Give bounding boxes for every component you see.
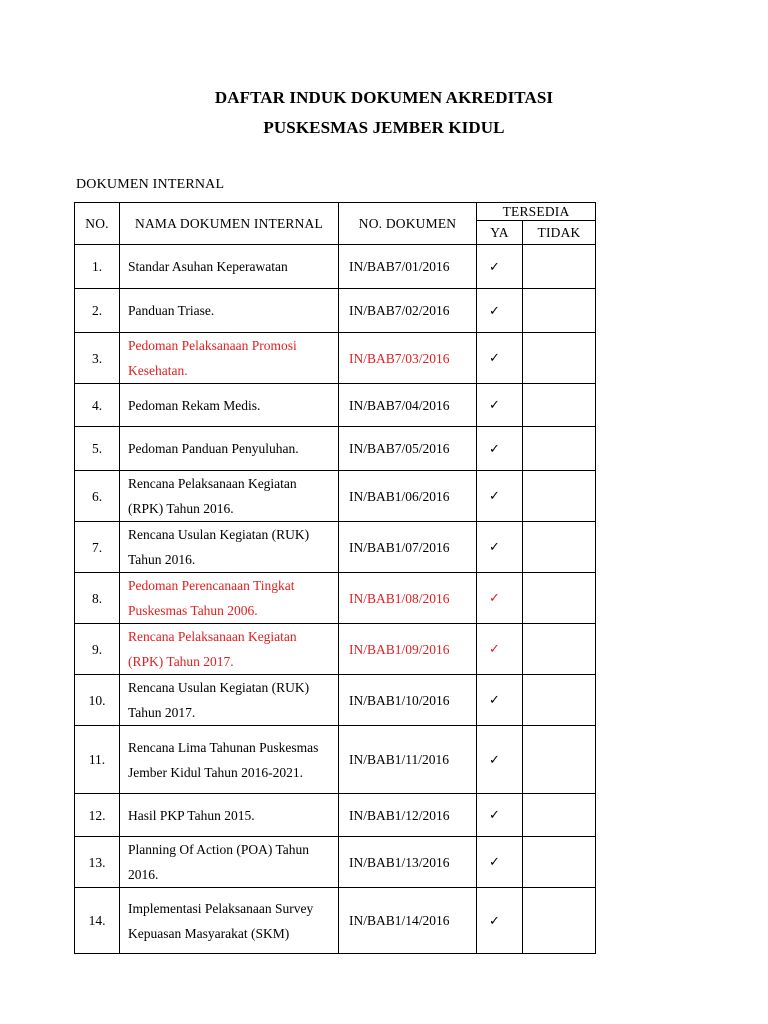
cell-no-dokumen: IN/BAB7/02/2016 [339, 289, 477, 333]
cell-no-dokumen: IN/BAB7/04/2016 [339, 384, 477, 427]
cell-tidak [523, 289, 596, 333]
cell-no: 3. [75, 333, 120, 384]
header-no: NO. [75, 203, 120, 245]
table-row [75, 794, 596, 837]
cell-nama-dokumen: Rencana Pelaksanaan Kegiatan (RPK) Tahun 2016. [120, 471, 339, 522]
cell-tidak [523, 726, 596, 794]
cell-nama-dokumen: Pedoman Pelaksanaan Promosi Kesehatan. [120, 333, 339, 384]
cell-no: 1. [75, 245, 120, 289]
checkmark-icon: ✓ [489, 808, 500, 823]
cell-no: 12. [75, 794, 120, 837]
cell-ya [477, 794, 523, 837]
cell-no-dokumen: IN/BAB7/03/2016 [339, 333, 477, 384]
cell-no-dokumen: IN/BAB7/01/2016 [339, 245, 477, 289]
header-no-dokumen: NO. DOKUMEN [339, 203, 477, 245]
cell-tidak [523, 245, 596, 289]
cell-no: 2. [75, 289, 120, 333]
header-nama-dokumen: NAMA DOKUMEN INTERNAL [120, 203, 339, 245]
document-subtitle: PUSKESMAS JEMBER KIDUL [263, 118, 505, 137]
cell-ya [477, 289, 523, 333]
cell-no: 9. [75, 624, 120, 675]
cell-ya [477, 837, 523, 888]
cell-no-dokumen: IN/BAB1/12/2016 [339, 794, 477, 837]
section-label: DOKUMEN INTERNAL [76, 177, 225, 192]
header-ya: YA [477, 221, 523, 245]
checkmark-icon: ✓ [489, 693, 500, 708]
table-row [75, 837, 596, 888]
header-tersedia: TERSEDIA [477, 203, 596, 221]
cell-no-dokumen: IN/BAB1/07/2016 [339, 522, 477, 573]
cell-nama-dokumen: Standar Asuhan Keperawatan [120, 245, 339, 289]
table-row [75, 675, 596, 726]
cell-ya [477, 245, 523, 289]
cell-no: 10. [75, 675, 120, 726]
checkmark-icon: ✓ [489, 441, 500, 457]
cell-nama-dokumen: Panduan Triase. [120, 289, 339, 333]
table-row [75, 427, 596, 471]
checkmark-icon: ✓ [489, 642, 500, 657]
cell-nama-dokumen: Rencana Pelaksanaan Kegiatan (RPK) Tahun 2017. [120, 624, 339, 675]
checkmark-icon: ✓ [489, 913, 500, 929]
table-row [75, 384, 596, 427]
checkmark-icon: ✓ [489, 303, 500, 319]
cell-ya [477, 384, 523, 427]
cell-no-dokumen: IN/BAB1/14/2016 [339, 888, 477, 954]
table-row [75, 573, 596, 624]
cell-ya [477, 471, 523, 522]
header-tidak: TIDAK [523, 221, 596, 245]
cell-nama-dokumen: Rencana Lima Tahunan Puskesmas Jember Kidul Tahun 2016-2021. [120, 726, 339, 794]
cell-tidak [523, 624, 596, 675]
document-table [74, 202, 596, 954]
checkmark-icon: ✓ [489, 259, 500, 275]
cell-ya [477, 888, 523, 954]
checkmark-icon: ✓ [489, 351, 500, 366]
table-row [75, 245, 596, 289]
cell-nama-dokumen: Pedoman Perencanaan Tingkat Puskesmas Tahun 2006. [120, 573, 339, 624]
cell-nama-dokumen: Rencana Usulan Kegiatan (RUK) Tahun 2016. [120, 522, 339, 573]
cell-nama-dokumen: Rencana Usulan Kegiatan (RUK) Tahun 2017. [120, 675, 339, 726]
cell-no-dokumen: IN/BAB7/05/2016 [339, 427, 477, 471]
cell-tidak [523, 837, 596, 888]
cell-ya [477, 427, 523, 471]
cell-nama-dokumen: Planning Of Action (POA) Tahun 2016. [120, 837, 339, 888]
cell-no: 4. [75, 384, 120, 427]
cell-tidak [523, 427, 596, 471]
table-row [75, 522, 596, 573]
table-row [75, 888, 596, 954]
cell-no-dokumen: IN/BAB1/13/2016 [339, 837, 477, 888]
table-row [75, 471, 596, 522]
table-row [75, 624, 596, 675]
document-title: DAFTAR INDUK DOKUMEN AKREDITASI [214, 88, 554, 107]
cell-ya [477, 522, 523, 573]
cell-nama-dokumen: Hasil PKP Tahun 2015. [120, 794, 339, 837]
table-row [75, 289, 596, 333]
checkmark-icon: ✓ [489, 855, 500, 870]
checkmark-icon: ✓ [489, 489, 500, 504]
cell-tidak [523, 333, 596, 384]
table-row [75, 726, 596, 794]
cell-no-dokumen: IN/BAB1/06/2016 [339, 471, 477, 522]
cell-ya [477, 333, 523, 384]
cell-no: 13. [75, 837, 120, 888]
cell-tidak [523, 573, 596, 624]
cell-no: 6. [75, 471, 120, 522]
checkmark-icon: ✓ [489, 398, 500, 413]
cell-no-dokumen: IN/BAB1/10/2016 [339, 675, 477, 726]
cell-nama-dokumen: Pedoman Rekam Medis. [120, 384, 339, 427]
cell-no: 5. [75, 427, 120, 471]
cell-no: 8. [75, 573, 120, 624]
cell-no: 11. [75, 726, 120, 794]
cell-ya [477, 675, 523, 726]
checkmark-icon: ✓ [489, 540, 500, 555]
cell-nama-dokumen: Pedoman Panduan Penyuluhan. [120, 427, 339, 471]
cell-tidak [523, 675, 596, 726]
cell-ya [477, 624, 523, 675]
checkmark-icon: ✓ [489, 591, 500, 606]
cell-no: 7. [75, 522, 120, 573]
table-row [75, 333, 596, 384]
cell-ya [477, 573, 523, 624]
cell-no-dokumen: IN/BAB1/08/2016 [339, 573, 477, 624]
cell-tidak [523, 794, 596, 837]
cell-tidak [523, 888, 596, 954]
cell-nama-dokumen: Implementasi Pelaksanaan Survey Kepuasan Masyarakat (SKM) [120, 888, 339, 954]
cell-no: 14. [75, 888, 120, 954]
cell-ya [477, 726, 523, 794]
cell-tidak [523, 384, 596, 427]
cell-tidak [523, 522, 596, 573]
cell-no-dokumen: IN/BAB1/09/2016 [339, 624, 477, 675]
cell-tidak [523, 471, 596, 522]
checkmark-icon: ✓ [489, 752, 500, 768]
cell-no-dokumen: IN/BAB1/11/2016 [339, 726, 477, 794]
